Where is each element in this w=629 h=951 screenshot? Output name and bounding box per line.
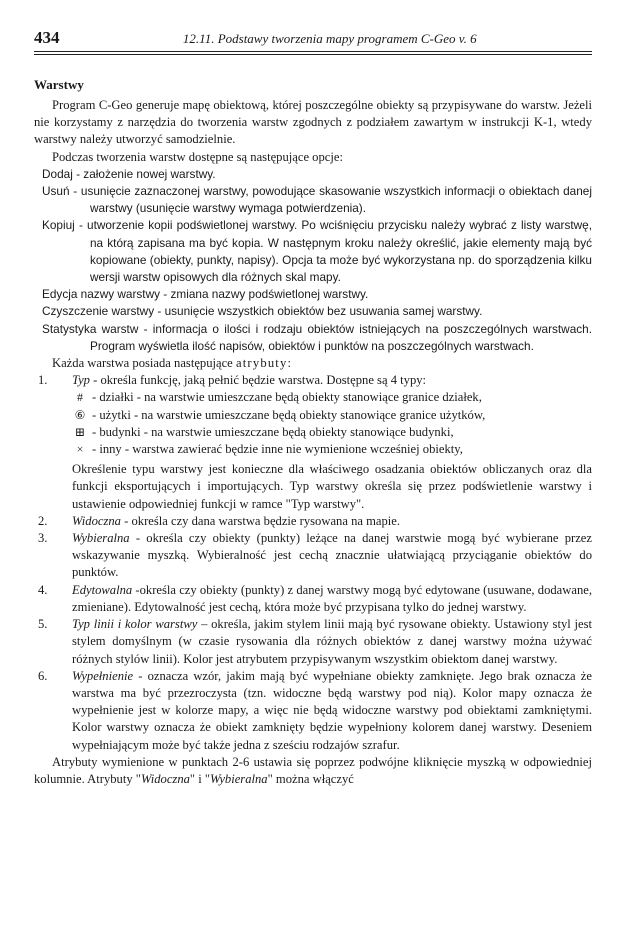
type-text: - użytki - na warstwie umieszczane będą obiekty stanowiące granice użytków, bbox=[92, 407, 486, 422]
type-row bbox=[72, 441, 592, 458]
option-item bbox=[42, 321, 592, 355]
item-term: Typ bbox=[72, 373, 90, 388]
type-text: - budynki - na warstwie umieszczane będą obiekty stanowiące budynki, bbox=[92, 424, 454, 439]
type-text: - działki - na warstwie umieszczane będą obiekty stanowiące granice działek, bbox=[92, 390, 482, 405]
type-row bbox=[72, 407, 592, 424]
type-row bbox=[72, 389, 592, 406]
list-item bbox=[34, 530, 592, 582]
item-number: 5. bbox=[38, 617, 48, 632]
item-term: Typ linii i kolor warstwy bbox=[72, 617, 198, 632]
option-text: - założenie nowej warstwy. bbox=[72, 166, 216, 181]
option-term: Czyszczenie warstwy bbox=[42, 304, 155, 319]
list-item bbox=[34, 668, 592, 754]
item-text: – określa, jakim stylem linii mają być rysowane obiekty. Ustawiony styl jest stylem domyślnym (w czasie rysowania dla różnych obiektów z danej warstwy można używać różnych stylów linii). Kolor jest atrybutem przypisywanym wszystkim obiektom danej warstwy. bbox=[72, 617, 592, 666]
options-lead: Podczas tworzenia warstw dostępne są następujące opcje: bbox=[52, 149, 343, 164]
option-item bbox=[42, 286, 592, 303]
attributes-list bbox=[34, 372, 592, 753]
item-text: - oznacza wzór, jakim mają być wypełniane obiekty zamknięte. Jego brak oznacza że warstwa ma być przezroczysta (tzn. widoczne będą warstwy pod nią). Kolor mapy oznacza że wypełnienie jest w kolorze mapy, a więc nie będą widoczne warstwy pod obiektami zamkniętymi. Kolor warstwy oznacza że obiekt zamknięty będzie wypełniony kolorem danej warstwy. Deseniem wypełniającym może być także jedna z sześciu rodzajów szrafur. bbox=[72, 668, 592, 752]
layer-types bbox=[34, 389, 592, 458]
option-term: Usuń bbox=[42, 184, 70, 199]
options-list bbox=[34, 166, 592, 355]
item-term: Edytowalna bbox=[72, 582, 133, 597]
item-text: - określa czy dana warstwa będzie rysowana na mapie. bbox=[120, 513, 401, 528]
page-number: 434 bbox=[34, 28, 60, 47]
item-number: 1. bbox=[38, 373, 48, 388]
option-item bbox=[42, 217, 592, 286]
item-number: 6. bbox=[38, 668, 48, 683]
option-text: - informacja o ilości i rodzaju obiektów istniejących na poszczególnych warstwach. Program wyświetla ilość napisów, obiektów i punktów na poszczególnych warstwach. bbox=[90, 321, 592, 353]
attributes-word: atrybuty bbox=[235, 356, 288, 371]
option-text: - zmiana nazwy podświetlonej warstwy. bbox=[160, 287, 369, 302]
other-icon: × bbox=[76, 442, 84, 457]
option-item bbox=[42, 183, 592, 217]
option-text: - usunięcie wszystkich obiektów bez usuwania samej warstwy. bbox=[154, 304, 483, 319]
list-item bbox=[34, 582, 592, 616]
type-note: Określenie typu warstwy jest konieczne dla właściwego osadzania obiektów obliczanych oraz dla funkcji eksportujących i importujących. Typ warstwy określa się przez podświetlenie warstwy i ustawienie odpowiedniej funkcji w ramce "Typ warstwy". bbox=[72, 462, 592, 511]
item-number: 3. bbox=[38, 531, 48, 546]
option-text: - utworzenie kopii podświetlonej warstwy. Po wciśnięciu przycisku należy wybrać z listy warstwę, na którą zapisana ma być kopia. W następnym kroku należy określić, jakie elementy mają być kopiowane (obiekty, punkty, napisy). Opcja ta może być wykorzystana np. do sporządzenia kilku wersji warstw opisowych dla różnych skal mapy. bbox=[74, 218, 592, 285]
building-icon: ⊞ bbox=[74, 424, 86, 439]
item-number: 4. bbox=[38, 582, 48, 597]
intro-paragraph: Program C-Geo generuje mapę obiektową, której poszczególne obiekty są przypisywane do warstw. Jeżeli nie korzystamy z narzędzia do tworzenia warstw zgodnych z podziałem zawartym w instrukcji K-1, wtedy warstwy należy utworzyć samodzielnie. bbox=[34, 98, 592, 147]
item-term: Widoczna bbox=[72, 513, 121, 528]
type-text: - inny - warstwa zawierać będzie inne nie wymienione wcześniej obiekty, bbox=[92, 442, 463, 457]
header-rule bbox=[34, 51, 592, 52]
option-item bbox=[42, 166, 592, 183]
running-header bbox=[34, 28, 592, 50]
option-item bbox=[42, 303, 592, 320]
option-text: - usunięcie zaznaczonej warstwy, powodujące skasowanie wszystkich informacji o obiektach danej warstwy (usunięcie warstwy wymaga potwierdzenia). bbox=[69, 184, 592, 216]
list-item bbox=[34, 372, 592, 389]
item-term: Wypełnienie bbox=[72, 668, 134, 683]
item-number: 2. bbox=[38, 513, 48, 528]
item-term: Wybieralna bbox=[72, 531, 130, 546]
item-text: -określa czy obiekty (punkty) z danej warstwy mogą być edytowane (usuwane, dodawane, zmieniane). Edytowalność jest cechą, która może być przypisana tylko do jednej warstwy. bbox=[72, 582, 592, 614]
list-item bbox=[34, 513, 592, 530]
header-rule-thin bbox=[34, 54, 592, 55]
type-row bbox=[72, 424, 592, 441]
item-text: - określa funkcję, jaką pełnić będzie warstwa. Dostępne są 4 typy: bbox=[89, 373, 427, 388]
closing-paragraph: Atrybuty wymienione w punktach 2-6 ustawia się poprzez podwójne kliknięcie myszką w odpowiedniej kolumnie. Atrybuty "Widoczna" i "Wybieralna" można włączyć bbox=[34, 754, 592, 786]
section-title: Warstwy bbox=[34, 77, 84, 92]
list-item bbox=[34, 616, 592, 668]
page bbox=[34, 28, 592, 788]
parcel-icon: # bbox=[77, 390, 83, 405]
land-use-icon: ⑥ bbox=[74, 407, 86, 422]
header-title: 12.11. Podstawy tworzenia mapy programem C-Geo v. 6 bbox=[182, 31, 477, 46]
option-term: Dodaj bbox=[42, 166, 73, 181]
item-text: - określa czy obiekty (punkty) leżące na danej warstwie mogą być wybierane przez wskazywanie myszką. Wybieralność jest cechą znacznie ułatwiającą przyciąganie obiektów do punktów. bbox=[72, 531, 592, 580]
option-term: Edycja nazwy warstwy bbox=[42, 287, 161, 302]
option-term: Kopiuj bbox=[42, 218, 75, 233]
option-term: Statystyka warstw bbox=[42, 321, 139, 336]
attributes-lead: Każda warstwa posiada następujące atrybuty: bbox=[52, 356, 292, 371]
